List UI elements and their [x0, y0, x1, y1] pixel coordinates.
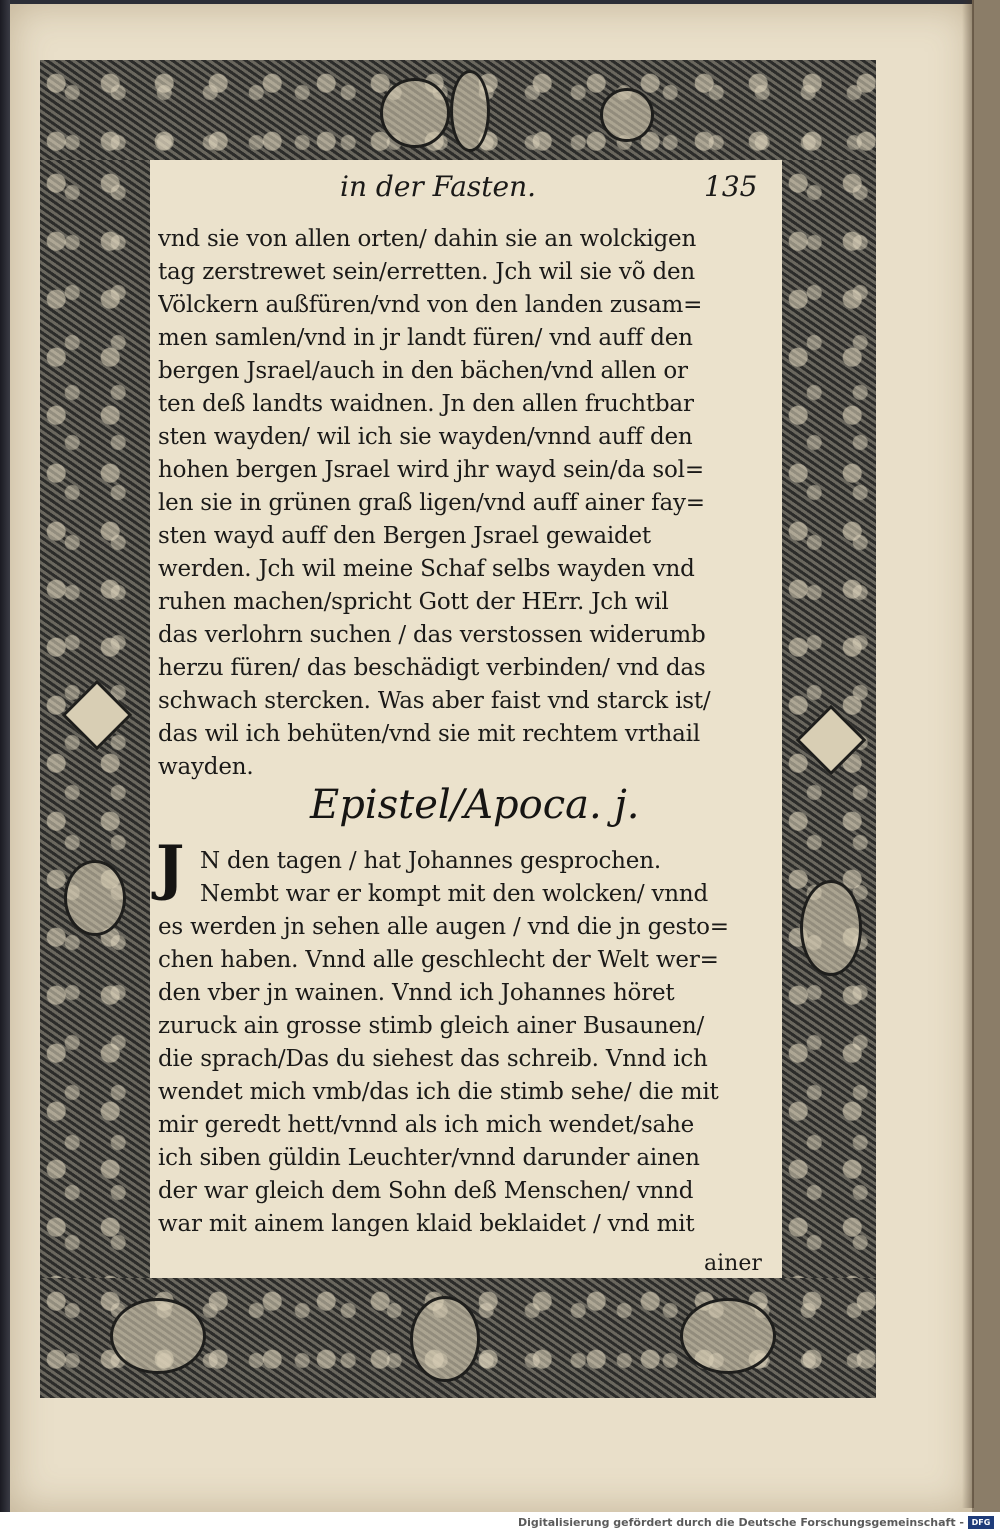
woodcut-border-top — [40, 60, 876, 160]
catchword: ainer — [704, 1251, 762, 1276]
epistle-line: der war gleich dem Sohn deß Menschen/ vnnd — [158, 1178, 694, 1204]
shield-ornament-icon — [450, 70, 490, 152]
epistle-line: Nembt war er kompt mit den wolcken/ vnnd — [200, 881, 709, 907]
epistle-line: chen haben. Vnnd alle geschlecht der Welt wer= — [158, 947, 719, 973]
cherub-face-icon — [410, 1296, 480, 1382]
epistle-line: den vber jn wainen. Vnnd ich Johannes höret — [158, 980, 675, 1006]
epistle-line: mir geredt hett/vnnd als ich mich wendet/sahe — [158, 1112, 695, 1138]
dfg-logo-icon: DFG — [968, 1516, 994, 1529]
epistle-line: wendet mich vmb/das ich die stimb sehe/ die mit — [158, 1079, 719, 1105]
page-number: 135 — [704, 170, 758, 203]
running-head: in der Fasten. — [340, 170, 537, 203]
epistle-line: die sprach/Das du siehest das schreib. Vnnd ich — [158, 1046, 708, 1072]
body-line: werden. Jch wil meine Schaf selbs wayden vnd — [158, 556, 695, 582]
gutter-shadow — [962, 0, 974, 1508]
body-line: sten wayden/ wil ich sie wayden/vnnd auff den — [158, 424, 693, 450]
vine-scroll-ornament-icon — [110, 1298, 206, 1374]
body-line: tag zerstrewet sein/erretten. Jch wil sie võ den — [158, 259, 696, 285]
lozenge-ornament-icon — [62, 680, 133, 751]
vessel-ornament-icon — [64, 860, 126, 936]
woodcut-border-bottom — [40, 1278, 876, 1398]
body-line: wayden. — [158, 754, 254, 780]
body-line: bergen Jsrael/auch in den bächen/vnd allen or — [158, 358, 688, 384]
body-line: men samlen/vnd in jr landt füren/ vnd auff den — [158, 325, 693, 351]
body-line: herzu füren/ das beschädigt verbinden/ vnd das — [158, 655, 706, 681]
body-line: das wil ich behüten/vnd sie mit rechtem vrthail — [158, 721, 700, 747]
epistle-line: ich siben güldin Leuchter/vnnd darunder ainen — [158, 1145, 700, 1171]
scroll-ornament-icon — [600, 88, 654, 142]
funding-credit: Digitalisierung gefördert durch die Deutsche Forschungsgemeinschaft - — [517, 1516, 964, 1529]
scroll-ornament-icon — [380, 78, 450, 148]
epistle-line: zuruck ain grosse stimb gleich ainer Busaunen/ — [158, 1013, 705, 1039]
epistle-line: N den tagen / hat Johannes gesprochen. — [200, 848, 661, 874]
vine-scroll-ornament-icon — [680, 1298, 776, 1374]
body-line: hohen bergen Jsrael wird jhr wayd sein/da sol= — [158, 457, 704, 483]
woodcut-border-right — [782, 160, 876, 1278]
body-line: das verlohrn suchen / das verstossen widerumb — [158, 622, 706, 648]
body-line: Völckern außfüren/vnd von den landen zusam= — [158, 292, 703, 318]
body-line: ten deß landts waidnen. Jn den allen fruchtbar — [158, 391, 694, 417]
woodcut-border-left — [40, 160, 150, 1278]
body-line: vnd sie von allen orten/ dahin sie an wolckigen — [158, 226, 697, 252]
body-line: ruhen machen/spricht Gott der HErr. Jch wil — [158, 589, 669, 615]
right-page-edge — [972, 0, 1000, 1512]
lozenge-ornament-icon — [796, 705, 867, 776]
section-heading: Epistel/Apoca. j. — [310, 782, 640, 828]
epistle-line: war mit ainem langen klaid beklaidet / vnd mit — [158, 1211, 695, 1237]
body-line: schwach stercken. Was aber faist vnd starck ist/ — [158, 688, 711, 714]
footer-bar — [0, 1512, 1000, 1534]
drop-cap: J — [156, 833, 185, 903]
body-line: len sie in grünen graß ligen/vnd auff ainer fay= — [158, 490, 705, 516]
shield-ornament-icon — [800, 880, 862, 976]
left-page-edge — [0, 0, 10, 1534]
epistle-line: es werden jn sehen alle augen / vnd die jn gesto= — [158, 914, 729, 940]
body-line: sten wayd auff den Bergen Jsrael gewaidet — [158, 523, 651, 549]
